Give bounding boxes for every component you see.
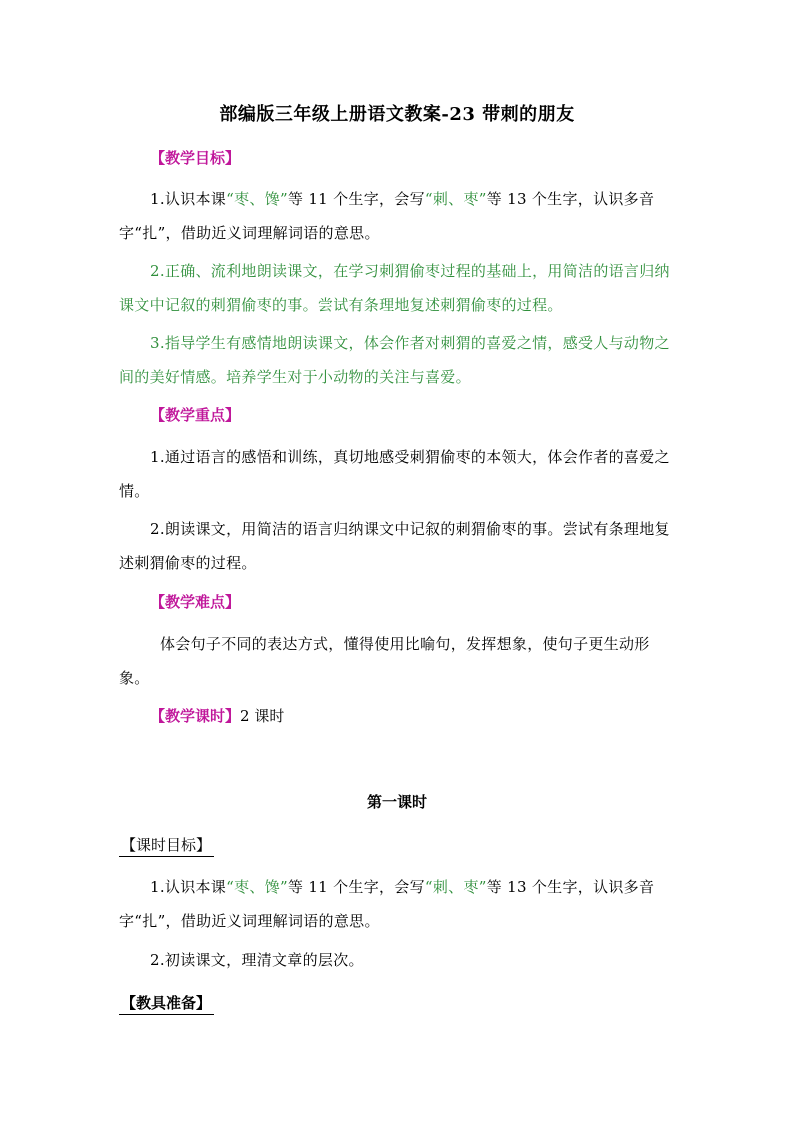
lesson1-goal1-suffix: 等 13 个生字，认识多音字“扎”，借助近义词理解词语的意思。	[119, 878, 655, 930]
lesson1-goals-heading: 【课时目标】	[119, 834, 214, 857]
goal1-word-group-1: “枣、馋”	[226, 190, 288, 208]
teaching-aids-heading: 【教具准备】	[119, 992, 214, 1015]
difficulties-heading: 【教学难点】	[150, 593, 241, 611]
goal1-word-group-2: “刺、枣”	[424, 190, 487, 208]
goal1-mid: 等 11 个生字，会写	[287, 190, 425, 208]
lesson1-goal-1	[119, 870, 679, 938]
difficulty-1: 体会句子不同的表达方式，懂得使用比喻句，发挥想象，使句子更生动形象。	[119, 635, 650, 687]
key-point-1: 1.通过语言的感悟和训练，真切地感受刺猬偷枣的本领大，体会作者的喜爱之情。	[119, 448, 670, 500]
goal1-suffix: 等 13 个生字，认识多音字“扎”，借助近义词理解词语的意思。	[119, 190, 655, 242]
lesson1-heading: 第一课时	[366, 793, 427, 811]
teaching-goal-3: 3.指导学生有感情地朗读课文，体会作者对刺猬的喜爱之情，感受人与动物之间的美好情感。培养学生对于小动物的关注与喜爱。	[119, 334, 670, 386]
document-title: 部编版三年级上册语文教案-23 带刺的朋友	[219, 104, 575, 125]
teaching-goal-2: 2.正确、流利地朗读课文，在学习刺猬偷枣过程的基础上，用简洁的语言归纳课文中记叙的刺猬偷枣的事。尝试有条理地复述刺猬偷枣的过程。	[119, 262, 670, 314]
teaching-goals-heading: 【教学目标】	[150, 149, 241, 167]
lesson-hours-heading: 【教学课时】	[150, 707, 241, 725]
lesson1-goal1-prefix: 1.认识本课	[150, 878, 227, 896]
lesson1-goal1-mid: 等 11 个生字，会写	[287, 878, 425, 896]
lesson1-goal1-word-group-2: “刺、枣”	[424, 878, 487, 896]
lesson1-goal-2: 2.初读课文，理清文章的层次。	[150, 951, 364, 969]
lesson-hours-value: 2 课时	[240, 707, 285, 725]
lesson1-goal1-word-group-1: “枣、馋”	[226, 878, 288, 896]
goal1-prefix: 1.认识本课	[150, 190, 227, 208]
key-point-2: 2.朗读课文，用简洁的语言归纳课文中记叙的刺猬偷枣的事。尝试有条理地复述刺猬偷枣的过程。	[119, 520, 670, 572]
lesson-hours-line	[150, 705, 284, 726]
teaching-goal-1	[119, 182, 679, 250]
key-points-heading: 【教学重点】	[150, 406, 241, 424]
